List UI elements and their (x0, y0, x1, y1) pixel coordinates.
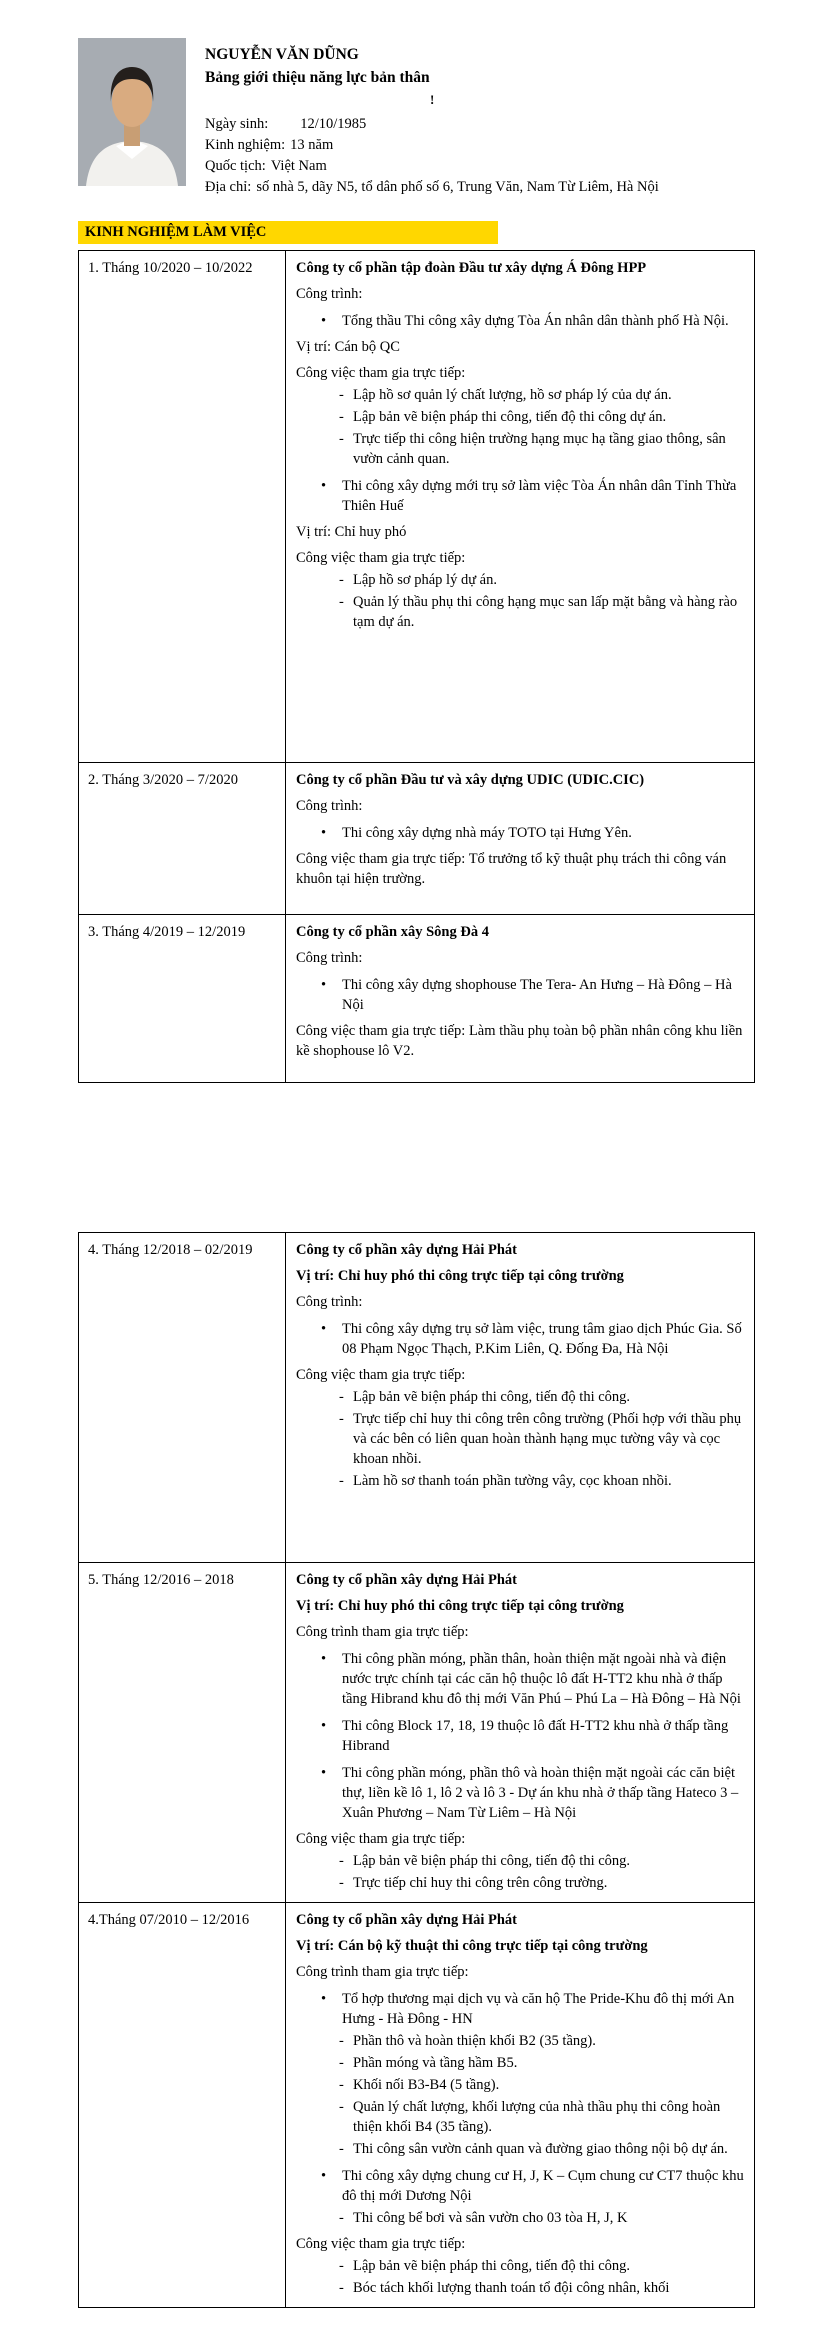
dash-marker: - (339, 1853, 344, 1869)
dash-marker: - (339, 409, 344, 425)
item-text: Thi công xây dựng shophouse The Tera- An Hưng – Hà Đông – Hà Nội (342, 977, 732, 1013)
dash-item (296, 570, 744, 590)
dash-item (296, 1873, 744, 1893)
dash-item (296, 1471, 744, 1491)
personal-fields (205, 114, 761, 198)
item-text: Phần móng và tầng hầm B5. (353, 2055, 518, 2071)
item-text: Thi công bể bơi và sân vườn cho 03 tòa H, J, K (353, 2210, 628, 2226)
item-text: Thi công phần móng, phần thân, hoàn thiện mặt ngoài nhà và điện nước trực chính tại các căn hộ thuộc lô đất H-TT2 khu nhà ở thấp tầng Hibrand khu đô thị mới Văn Phú – Phú La – Hà Đông – Hà Nội (342, 1651, 741, 1707)
dash-marker: - (339, 594, 344, 610)
item-text: Lập hồ sơ pháp lý dự án. (353, 572, 497, 588)
dash-item (296, 407, 744, 427)
person-name: NGUYỄN VĂN DŨNG (205, 46, 359, 63)
item-text: Lập bản vẽ biện pháp thi công, tiến độ thi công dự án. (353, 409, 667, 425)
dash-item (296, 2208, 744, 2228)
field-address (205, 177, 761, 198)
bullet-marker: • (321, 1765, 327, 1781)
detail-text: Công trình: (296, 950, 363, 966)
bullet-marker: • (321, 313, 327, 329)
field-nationality (205, 156, 761, 177)
company-name: Công ty cổ phần xây Sông Đà 4 (296, 924, 489, 940)
item-text: Quản lý thầu phụ thi công hạng mục san lấp mặt bằng và hàng rào tạm dự án. (353, 594, 738, 630)
item-text: Thi công xây dựng trụ sở làm việc, trung tâm giao dịch Phúc Gia. Số 08 Phạm Ngọc Thạch, P.Kim Liên, Q. Đống Đa, Hà Nội (342, 1321, 742, 1357)
experience-row (79, 251, 755, 763)
bullet-marker: • (321, 977, 327, 993)
bullet-item (296, 975, 744, 1015)
item-text: Lập hồ sơ quản lý chất lượng, hồ sơ pháp lý của dự án. (353, 387, 672, 403)
detail-text: Công trình: (296, 798, 363, 814)
company-name: Công ty cổ phần xây dựng Hải Phát (296, 1572, 518, 1588)
company-name: Công ty cổ phần tập đoàn Đầu tư xây dựng Á Đông HPP (296, 260, 647, 276)
dash-marker: - (339, 431, 344, 447)
experience-detail (286, 1233, 755, 1563)
experience-detail (286, 251, 755, 763)
item-text: Bóc tách khối lượng thanh toán tổ đội công nhân, khối (353, 2280, 670, 2296)
field-label: Ngày sinh: (205, 116, 269, 132)
bullet-item (296, 476, 744, 516)
experience-row (79, 1233, 755, 1563)
dash-marker: - (339, 2280, 344, 2296)
detail-text: Công trình: (296, 286, 363, 302)
item-text: Lập bản vẽ biện pháp thi công, tiến độ thi công. (353, 1389, 631, 1405)
field-label: Kinh nghiệm: (205, 137, 286, 153)
header-info (205, 44, 761, 198)
detail-text: Công việc tham gia trực tiếp: Tổ trưởng tổ kỹ thuật phụ trách thi công ván khuôn tại hiện trường. (296, 851, 727, 887)
item-text: Tổng thầu Thi công xây dựng Tòa Án nhân dân thành phố Hà Nội. (342, 313, 729, 329)
bullet-item (296, 1989, 744, 2029)
section-header (78, 221, 498, 244)
stray-exclamation-mark: ! (430, 92, 435, 107)
item-text: Lập bản vẽ biện pháp thi công, tiến độ thi công. (353, 1853, 631, 1869)
dash-marker: - (339, 1875, 344, 1891)
dash-item (296, 2139, 744, 2159)
company-name: Công ty cổ phần Đầu tư và xây dựng UDIC (UDIC.CIC) (296, 772, 645, 788)
dash-item (296, 592, 744, 632)
section-title-work-experience: KINH NGHIỆM LÀM VIỆC (78, 221, 498, 244)
dash-marker: - (339, 2077, 344, 2093)
item-text: Thi công xây dựng chung cư H, J, K – Cụm chung cư CT7 thuộc khu đô thị mới Dương Nội (342, 2168, 744, 2204)
company-name: Công ty cổ phần xây dựng Hải Phát (296, 1242, 518, 1258)
bullet-item (296, 1649, 744, 1709)
detail-text: Công việc tham gia trực tiếp: (296, 365, 466, 381)
portrait-photo-graphic (78, 38, 186, 186)
experience-detail (286, 915, 755, 1083)
dash-item (296, 2053, 744, 2073)
dash-item (296, 1851, 744, 1871)
bullet-marker: • (321, 825, 327, 841)
experience-period: 4.Tháng 07/2010 – 12/2016 (79, 1903, 286, 2308)
field-birth-date (205, 114, 761, 135)
dash-item (296, 2278, 744, 2298)
experience-table-page-1 (78, 250, 755, 1083)
item-text: Tổ hợp thương mại dịch vụ và căn hộ The Pride-Khu đô thị mới An Hưng - Hà Đông - HN (342, 1991, 735, 2027)
dash-item (296, 2256, 744, 2276)
detail-text: Công trình: (296, 1294, 363, 1310)
dash-marker: - (339, 2099, 344, 2115)
item-text: Thi công xây dựng mới trụ sở làm việc Tòa Án nhân dân Tỉnh Thừa Thiên Huế (342, 478, 737, 514)
position-line: Vị trí: Chỉ huy phó thi công trực tiếp tại công trường (296, 1268, 624, 1284)
experience-period: 2. Tháng 3/2020 – 7/2020 (79, 763, 286, 915)
item-text: Làm hồ sơ thanh toán phần tường vây, cọc khoan nhồi. (353, 1473, 672, 1489)
experience-period: 5. Tháng 12/2016 – 2018 (79, 1563, 286, 1903)
bullet-marker: • (321, 478, 327, 494)
item-text: Quản lý chất lượng, khối lượng của nhà thầu phụ thi công hoàn thiện khối B4 (35 tầng). (353, 2099, 721, 2135)
dash-marker: - (339, 2141, 344, 2157)
bullet-item (296, 1319, 744, 1359)
item-text: Khối nối B3-B4 (5 tầng). (353, 2077, 500, 2093)
bullet-item (296, 823, 744, 843)
item-text: Thi công sân vườn cảnh quan và đường giao thông nội bộ dự án. (353, 2141, 728, 2157)
dash-marker: - (339, 2210, 344, 2226)
dash-item (296, 1409, 744, 1469)
detail-text: Công việc tham gia trực tiếp: Làm thầu phụ toàn bộ phần nhân công khu liền kề shophouse lô V2. (296, 1023, 743, 1059)
detail-text: Công việc tham gia trực tiếp: (296, 2236, 466, 2252)
bullet-item (296, 1716, 744, 1756)
field-value: 12/10/1985 (300, 116, 367, 132)
bullet-item (296, 311, 744, 331)
dash-marker: - (339, 387, 344, 403)
experience-period: 3. Tháng 4/2019 – 12/2019 (79, 915, 286, 1083)
dash-marker: - (339, 2258, 344, 2274)
experience-row (79, 915, 755, 1083)
bullet-marker: • (321, 1321, 327, 1337)
bullet-marker: • (321, 1991, 327, 2007)
item-text: Thi công phần móng, phần thô và hoàn thiện mặt ngoài các căn biệt thự, liền kề lô 1, lô 2 và lô 3 - Dự án khu nhà ở thấp tầng Hateco 3 – Xuân Phương – Nam Từ Liêm – Hà Nội (342, 1765, 739, 1821)
item-text: Trực tiếp thi công hiện trường hạng mục hạ tầng giao thông, sân vườn cảnh quan. (353, 431, 726, 467)
bullet-item (296, 1763, 744, 1823)
experience-detail (286, 1563, 755, 1903)
bullet-marker: • (321, 2168, 327, 2184)
item-text: Trực tiếp chỉ huy thi công trên công trường (Phối hợp với thầu phụ và các bên có liên quan hoàn thành hạng mục tường vây và cọc khoan nhồi. (353, 1411, 742, 1467)
cv-subtitle: Bảng giới thiệu năng lực bản thân (205, 69, 430, 86)
detail-text: Công việc tham gia trực tiếp: (296, 550, 466, 566)
experience-detail (286, 1903, 755, 2308)
dash-marker: - (339, 1411, 344, 1427)
field-value: số nhà 5, dãy N5, tổ dân phố số 6, Trung Văn, Nam Từ Liêm, Hà Nội (256, 179, 659, 195)
dash-marker: - (339, 572, 344, 588)
detail-text: Công việc tham gia trực tiếp: (296, 1831, 466, 1847)
item-text: Trực tiếp chỉ huy thi công trên công trường. (353, 1875, 608, 1891)
portrait-photo (78, 38, 186, 186)
experience-period: 4. Tháng 12/2018 – 02/2019 (79, 1233, 286, 1563)
experience-detail (286, 763, 755, 915)
dash-marker: - (339, 2033, 344, 2049)
dash-marker: - (339, 1389, 344, 1405)
detail-text: Vị trí: Cán bộ QC (296, 339, 400, 355)
dash-item (296, 2075, 744, 2095)
item-text: Phần thô và hoàn thiện khối B2 (35 tầng). (353, 2033, 596, 2049)
dash-marker: - (339, 2055, 344, 2071)
field-value: Việt Nam (270, 158, 327, 174)
dash-item (296, 1387, 744, 1407)
detail-text: Công trình tham gia trực tiếp: (296, 1624, 469, 1640)
dash-item (296, 385, 744, 405)
dash-item (296, 2097, 744, 2137)
experience-row (79, 1903, 755, 2308)
experience-row (79, 763, 755, 915)
experience-row (79, 1563, 755, 1903)
field-label: Quốc tịch: (205, 158, 266, 174)
detail-text: Vị trí: Chỉ huy phó (296, 524, 407, 540)
bullet-marker: • (321, 1651, 327, 1667)
dash-item (296, 2031, 744, 2051)
item-text: Lập bản vẽ biện pháp thi công, tiến độ thi công. (353, 2258, 631, 2274)
position-line: Vị trí: Chỉ huy phó thi công trực tiếp tại công trường (296, 1598, 624, 1614)
bullet-item (296, 2166, 744, 2206)
position-line: Vị trí: Cán bộ kỹ thuật thi công trực tiếp tại công trường (296, 1938, 648, 1954)
field-value: 13 năm (290, 137, 334, 153)
dash-marker: - (339, 1473, 344, 1489)
detail-text: Công việc tham gia trực tiếp: (296, 1367, 466, 1383)
bullet-marker: • (321, 1718, 327, 1734)
field-label: Địa chỉ: (205, 179, 252, 195)
item-text: Thi công xây dựng nhà máy TOTO tại Hưng Yên. (342, 825, 632, 841)
experience-period: 1. Tháng 10/2020 – 10/2022 (79, 251, 286, 763)
field-experience (205, 135, 761, 156)
company-name: Công ty cổ phần xây dựng Hải Phát (296, 1912, 518, 1928)
item-text: Thi công Block 17, 18, 19 thuộc lô đất H-TT2 khu nhà ở thấp tầng Hibrand (342, 1718, 729, 1754)
detail-text: Công trình tham gia trực tiếp: (296, 1964, 469, 1980)
experience-table-page-2 (78, 1232, 755, 2308)
dash-item (296, 429, 744, 469)
